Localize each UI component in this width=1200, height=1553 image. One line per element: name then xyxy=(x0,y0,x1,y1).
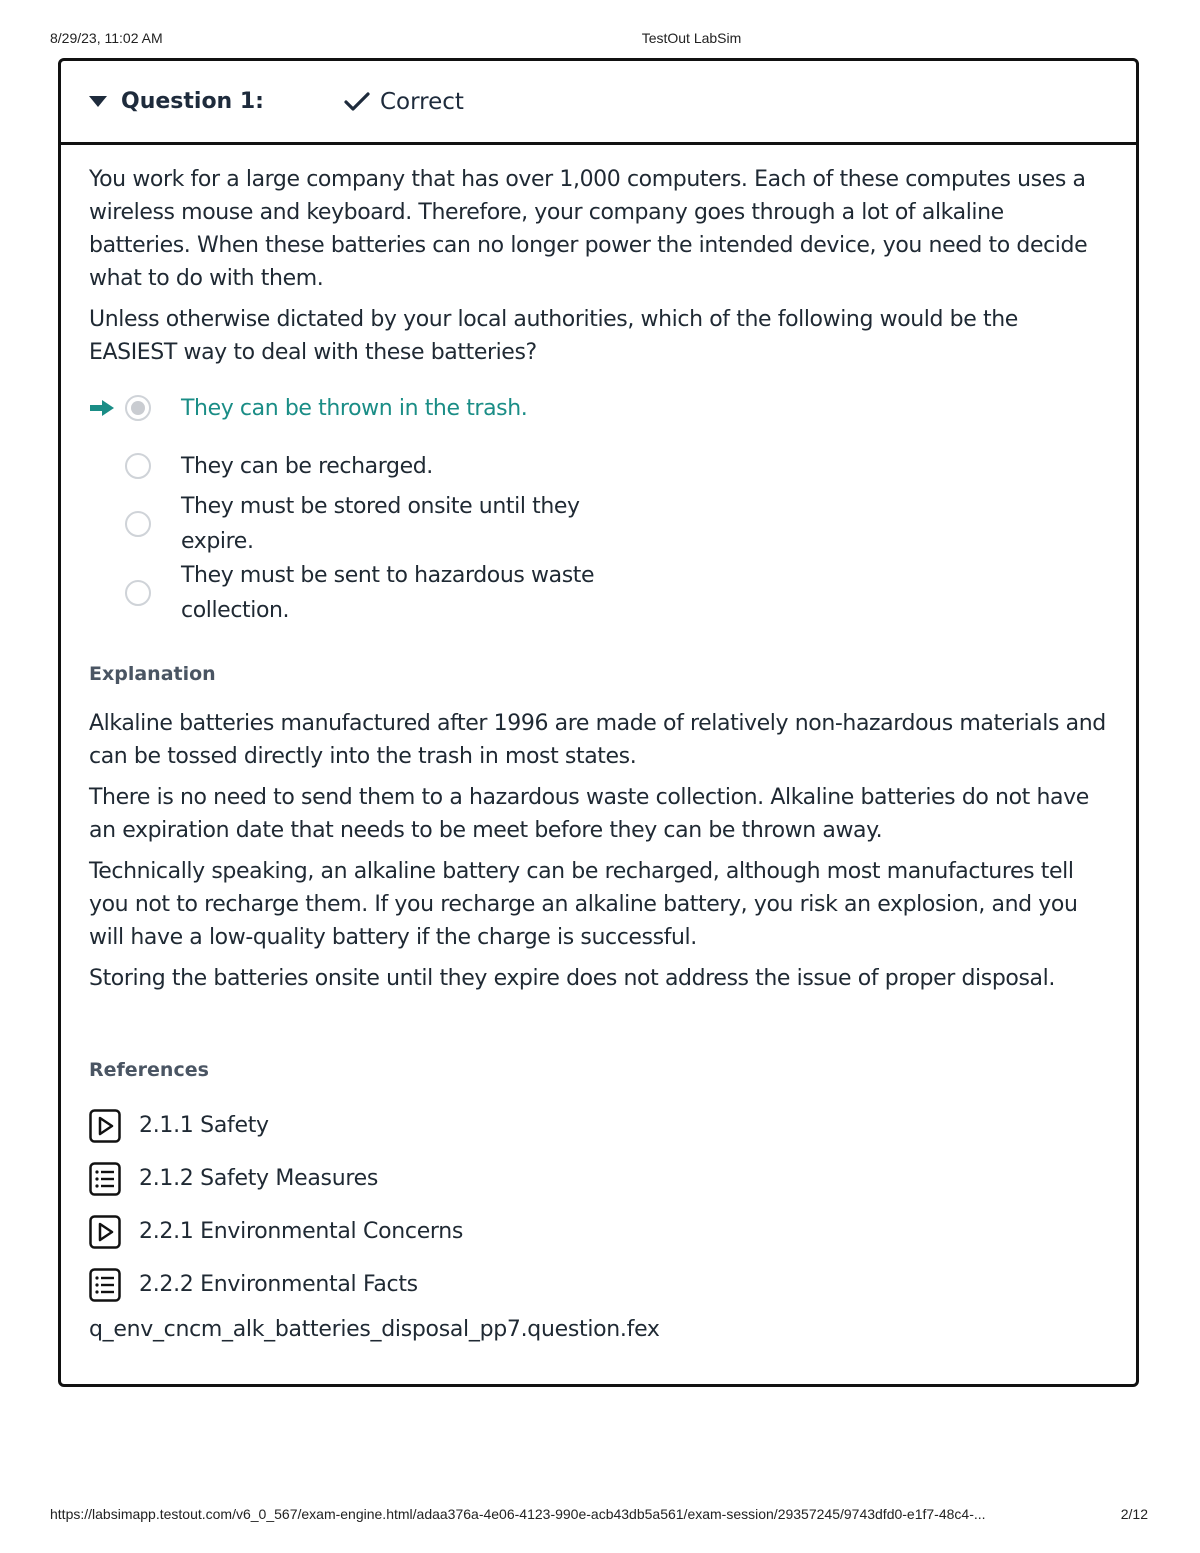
explanation-title: Explanation xyxy=(89,663,216,685)
reference-label: 2.1.2 Safety Measures xyxy=(139,1166,378,1191)
reference-label: 2.2.1 Environmental Concerns xyxy=(139,1219,464,1244)
print-page-number: 2/12 xyxy=(1120,1506,1148,1522)
question-prompt: Unless otherwise dictated by your local authorities, which of the following would be the EASIEST way to deal with these batteries? xyxy=(89,307,1018,365)
answer-label: They must be stored onsite until they expire. xyxy=(181,494,580,554)
explanation-paragraph: Alkaline batteries manufactured after 1996 are made of relatively non-hazardous materials and can be tossed directly into the trash in most states. xyxy=(89,711,1106,769)
question-paragraph: You work for a large company that has over 1,000 computers. Each of these computes uses a wireless mouse and keyboard. Therefore, your company goes through a lot of alkaline batteries. When these batteries can no longer power the intended device, you need to decide what to do with them. xyxy=(89,167,1088,291)
answer-option-1[interactable] xyxy=(89,379,1108,437)
reference-link-environmental-concerns[interactable] xyxy=(89,1205,1108,1258)
answer-label: They can be thrown in the trash. xyxy=(181,395,528,421)
question-title: Question 1: xyxy=(121,89,264,114)
question-card xyxy=(58,58,1139,1387)
caret-down-icon[interactable] xyxy=(89,96,107,107)
answer-label: They can be recharged. xyxy=(181,453,433,479)
answer-option-2[interactable] xyxy=(89,437,1108,495)
references-title: References xyxy=(89,1059,209,1081)
print-timestamp: 8/29/23, 11:02 AM xyxy=(50,30,163,46)
question-header[interactable] xyxy=(61,61,1136,145)
answer-list xyxy=(89,379,1108,633)
question-body xyxy=(61,145,1136,1342)
answer-option-4[interactable] xyxy=(89,553,1108,633)
arrow-right-icon xyxy=(89,399,115,417)
answer-label: They must be sent to hazardous waste collection. xyxy=(181,563,595,623)
print-title: TestOut LabSim xyxy=(641,30,742,46)
checkmark-icon xyxy=(343,90,371,114)
question-file-name: q_env_cncm_alk_batteries_disposal_pp7.question.fex xyxy=(89,1317,660,1342)
status-badge xyxy=(343,89,464,115)
explanation-paragraph: Technically speaking, an alkaline battery can be recharged, although most manufactures tell you not to recharge them. If you recharge an alkaline battery, you risk an explosion, and you will have a low-quality battery if the charge is successful. xyxy=(89,859,1078,950)
explanation-paragraph: Storing the batteries onsite until they expire does not address the issue of proper disposal. xyxy=(89,966,1055,991)
reference-link-safety[interactable] xyxy=(89,1099,1108,1152)
reference-label: 2.1.1 Safety xyxy=(139,1113,269,1138)
reference-link-environmental-facts[interactable] xyxy=(89,1258,1108,1311)
print-url: https://labsimapp.testout.com/v6_0_567/exam-engine.html/adaa376a-4e06-4123-990e-acb43db5a561/exam-session/29357245/9743dfd0-e1f7-48c4-... xyxy=(50,1506,986,1522)
answer-option-3[interactable] xyxy=(89,495,1108,553)
status-text: Correct xyxy=(380,88,464,115)
radio-button[interactable] xyxy=(125,453,151,479)
reference-link-safety-measures[interactable] xyxy=(89,1152,1108,1205)
text-list-icon xyxy=(89,1268,121,1302)
video-play-icon xyxy=(89,1109,121,1143)
radio-button[interactable] xyxy=(125,395,151,421)
radio-button[interactable] xyxy=(125,511,151,537)
video-play-icon xyxy=(89,1215,121,1249)
radio-button[interactable] xyxy=(125,580,151,606)
explanation-paragraph: There is no need to send them to a hazardous waste collection. Alkaline batteries do not have an expiration date that needs to be meet before they can be thrown away. xyxy=(89,785,1089,843)
reference-label: 2.2.2 Environmental Facts xyxy=(139,1272,418,1297)
text-list-icon xyxy=(89,1162,121,1196)
